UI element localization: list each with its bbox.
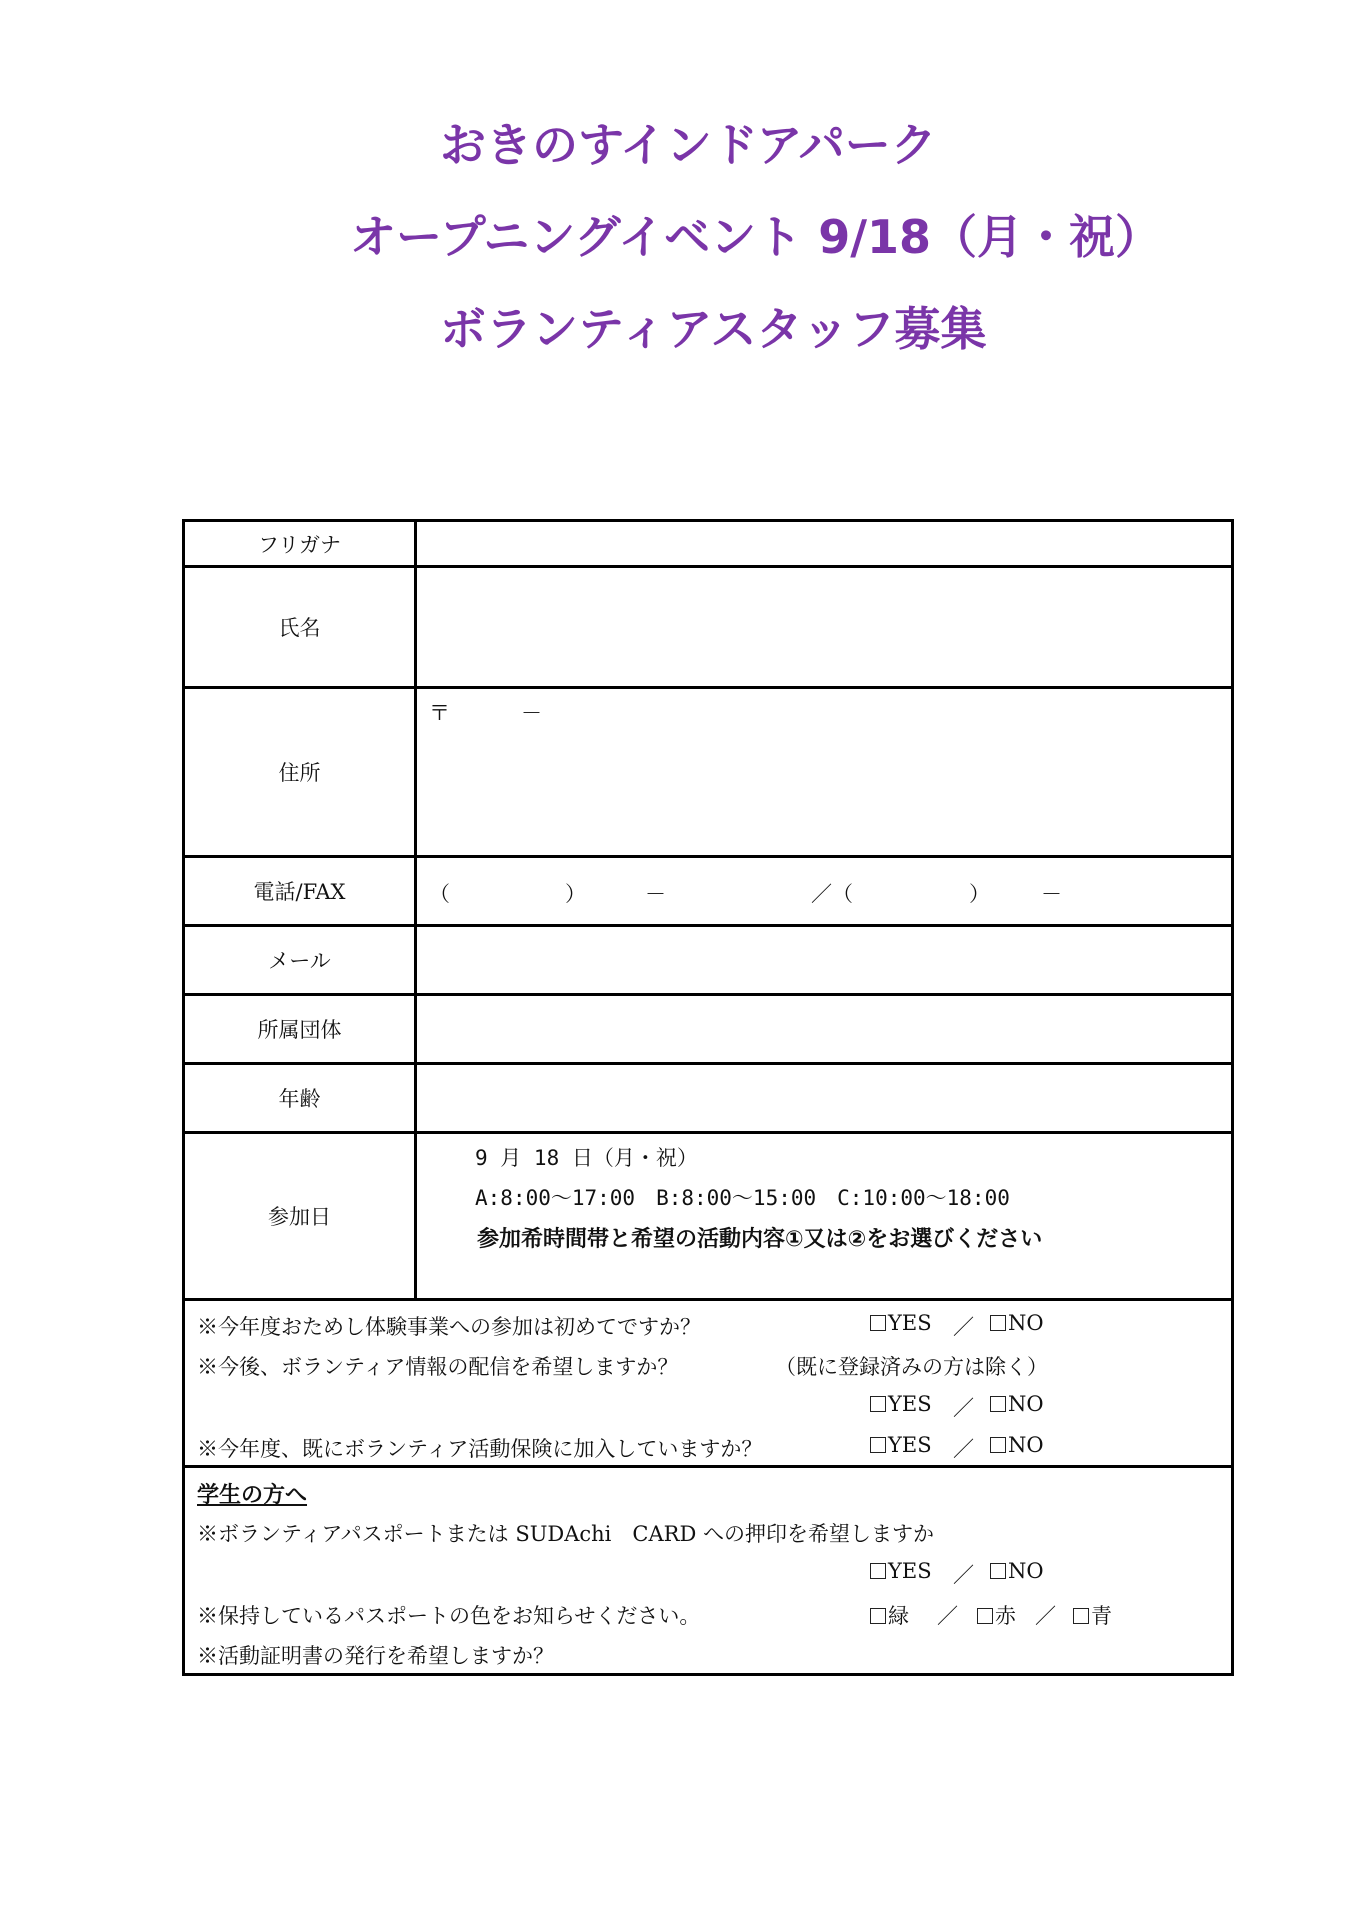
question-insurance: ※今年度、既にボランティア活動保険に加入していますか？ — [197, 1437, 763, 1461]
q2-no-option[interactable]: NO — [990, 1392, 1044, 1416]
age-field[interactable] — [416, 1064, 1233, 1133]
checkbox-icon — [990, 1396, 1006, 1412]
q1-yes-option[interactable]: YES — [870, 1311, 932, 1335]
furigana-label: フリガナ — [184, 521, 416, 567]
organization-label: 所属団体 — [184, 995, 416, 1064]
mail-label: メール — [184, 926, 416, 995]
color-blue-option[interactable]: 青 — [1073, 1600, 1112, 1630]
q3-yes-option[interactable]: YES — [870, 1433, 932, 1457]
fax-dash: － — [1041, 882, 1062, 906]
postal-dash: － — [521, 701, 542, 725]
checkbox-icon — [1073, 1608, 1089, 1624]
tel-open-paren: （ — [429, 882, 450, 906]
organization-field[interactable] — [416, 995, 1233, 1064]
q3-no-option[interactable]: NO — [990, 1433, 1044, 1457]
students-heading: 学生の方へ — [197, 1483, 308, 1508]
question-certificate: ※活動証明書の発行を希望しますか？ — [197, 1644, 554, 1668]
color-green-option[interactable]: 緑 — [870, 1600, 909, 1630]
tel-dash: － — [645, 882, 666, 906]
title-line-1: おきのすインドアパーク — [440, 118, 937, 172]
color-slash-1: ／ — [937, 1604, 958, 1628]
checkbox-icon — [870, 1396, 886, 1412]
checkbox-icon — [990, 1315, 1006, 1331]
fax-close-paren: ） — [969, 882, 990, 906]
question-passport-color: ※保持しているパスポートの色をお知らせください。 — [197, 1604, 701, 1628]
q2-slash: ／ — [953, 1396, 974, 1420]
question-passport-stamp: ※ボランティアパスポートまたは SUDAchi CARD への押印を希望しますか — [197, 1522, 934, 1546]
s1-no-option[interactable]: NO — [990, 1559, 1044, 1583]
q3-slash: ／ — [953, 1437, 974, 1461]
participation-day-field[interactable] — [416, 1133, 1233, 1300]
checkbox-icon — [977, 1608, 993, 1624]
title-line-2: オープニングイベント 9/18（月・祝） — [350, 210, 1162, 264]
checkbox-icon — [870, 1563, 886, 1579]
q1-slash: ／ — [953, 1315, 974, 1339]
color-red-option[interactable]: 赤 — [977, 1600, 1016, 1630]
name-field[interactable] — [416, 567, 1233, 688]
students-section — [184, 1467, 1233, 1675]
registration-form — [182, 519, 1234, 1676]
tel-close-paren: ） — [565, 882, 586, 906]
mail-field[interactable] — [416, 926, 1233, 995]
q1-no-option[interactable]: NO — [990, 1311, 1044, 1335]
questions-section — [184, 1300, 1233, 1467]
question-first-time: ※今年度おためし体験事業への参加は初めてですか？ — [197, 1315, 701, 1339]
address-label: 住所 — [184, 688, 416, 857]
q2-note: （既に登録済みの方は除く） — [775, 1355, 1048, 1379]
time-slots: A:8:00～17:00 B:8:00～15:00 C:10:00～18:00 — [475, 1186, 1010, 1210]
checkbox-icon — [990, 1563, 1006, 1579]
title-line-3: ボランティアスタッフ募集 — [440, 302, 987, 356]
participation-day-label: 参加日 — [184, 1133, 416, 1300]
checkbox-icon — [870, 1315, 886, 1331]
furigana-field[interactable] — [416, 521, 1233, 567]
fax-separator: ／（ — [811, 882, 853, 906]
q2-yes-option[interactable]: YES — [870, 1392, 932, 1416]
question-info-delivery: ※今後、ボランティア情報の配信を希望しますか？ — [197, 1355, 679, 1379]
tel-field[interactable] — [416, 857, 1233, 926]
name-label: 氏名 — [184, 567, 416, 688]
age-label: 年齢 — [184, 1064, 416, 1133]
color-slash-2: ／ — [1035, 1604, 1056, 1628]
checkbox-icon — [870, 1437, 886, 1453]
selection-note: 参加希時間帯と希望の活動内容①又は②をお選びください — [477, 1227, 1043, 1252]
postal-mark: 〒 — [429, 701, 450, 725]
tel-label: 電話/FAX — [184, 857, 416, 926]
s1-slash: ／ — [953, 1563, 974, 1587]
event-date: 9 月 18 日（月・祝） — [475, 1146, 698, 1170]
checkbox-icon — [870, 1608, 886, 1624]
address-field[interactable] — [416, 688, 1233, 857]
s1-yes-option[interactable]: YES — [870, 1559, 932, 1583]
checkbox-icon — [990, 1437, 1006, 1453]
